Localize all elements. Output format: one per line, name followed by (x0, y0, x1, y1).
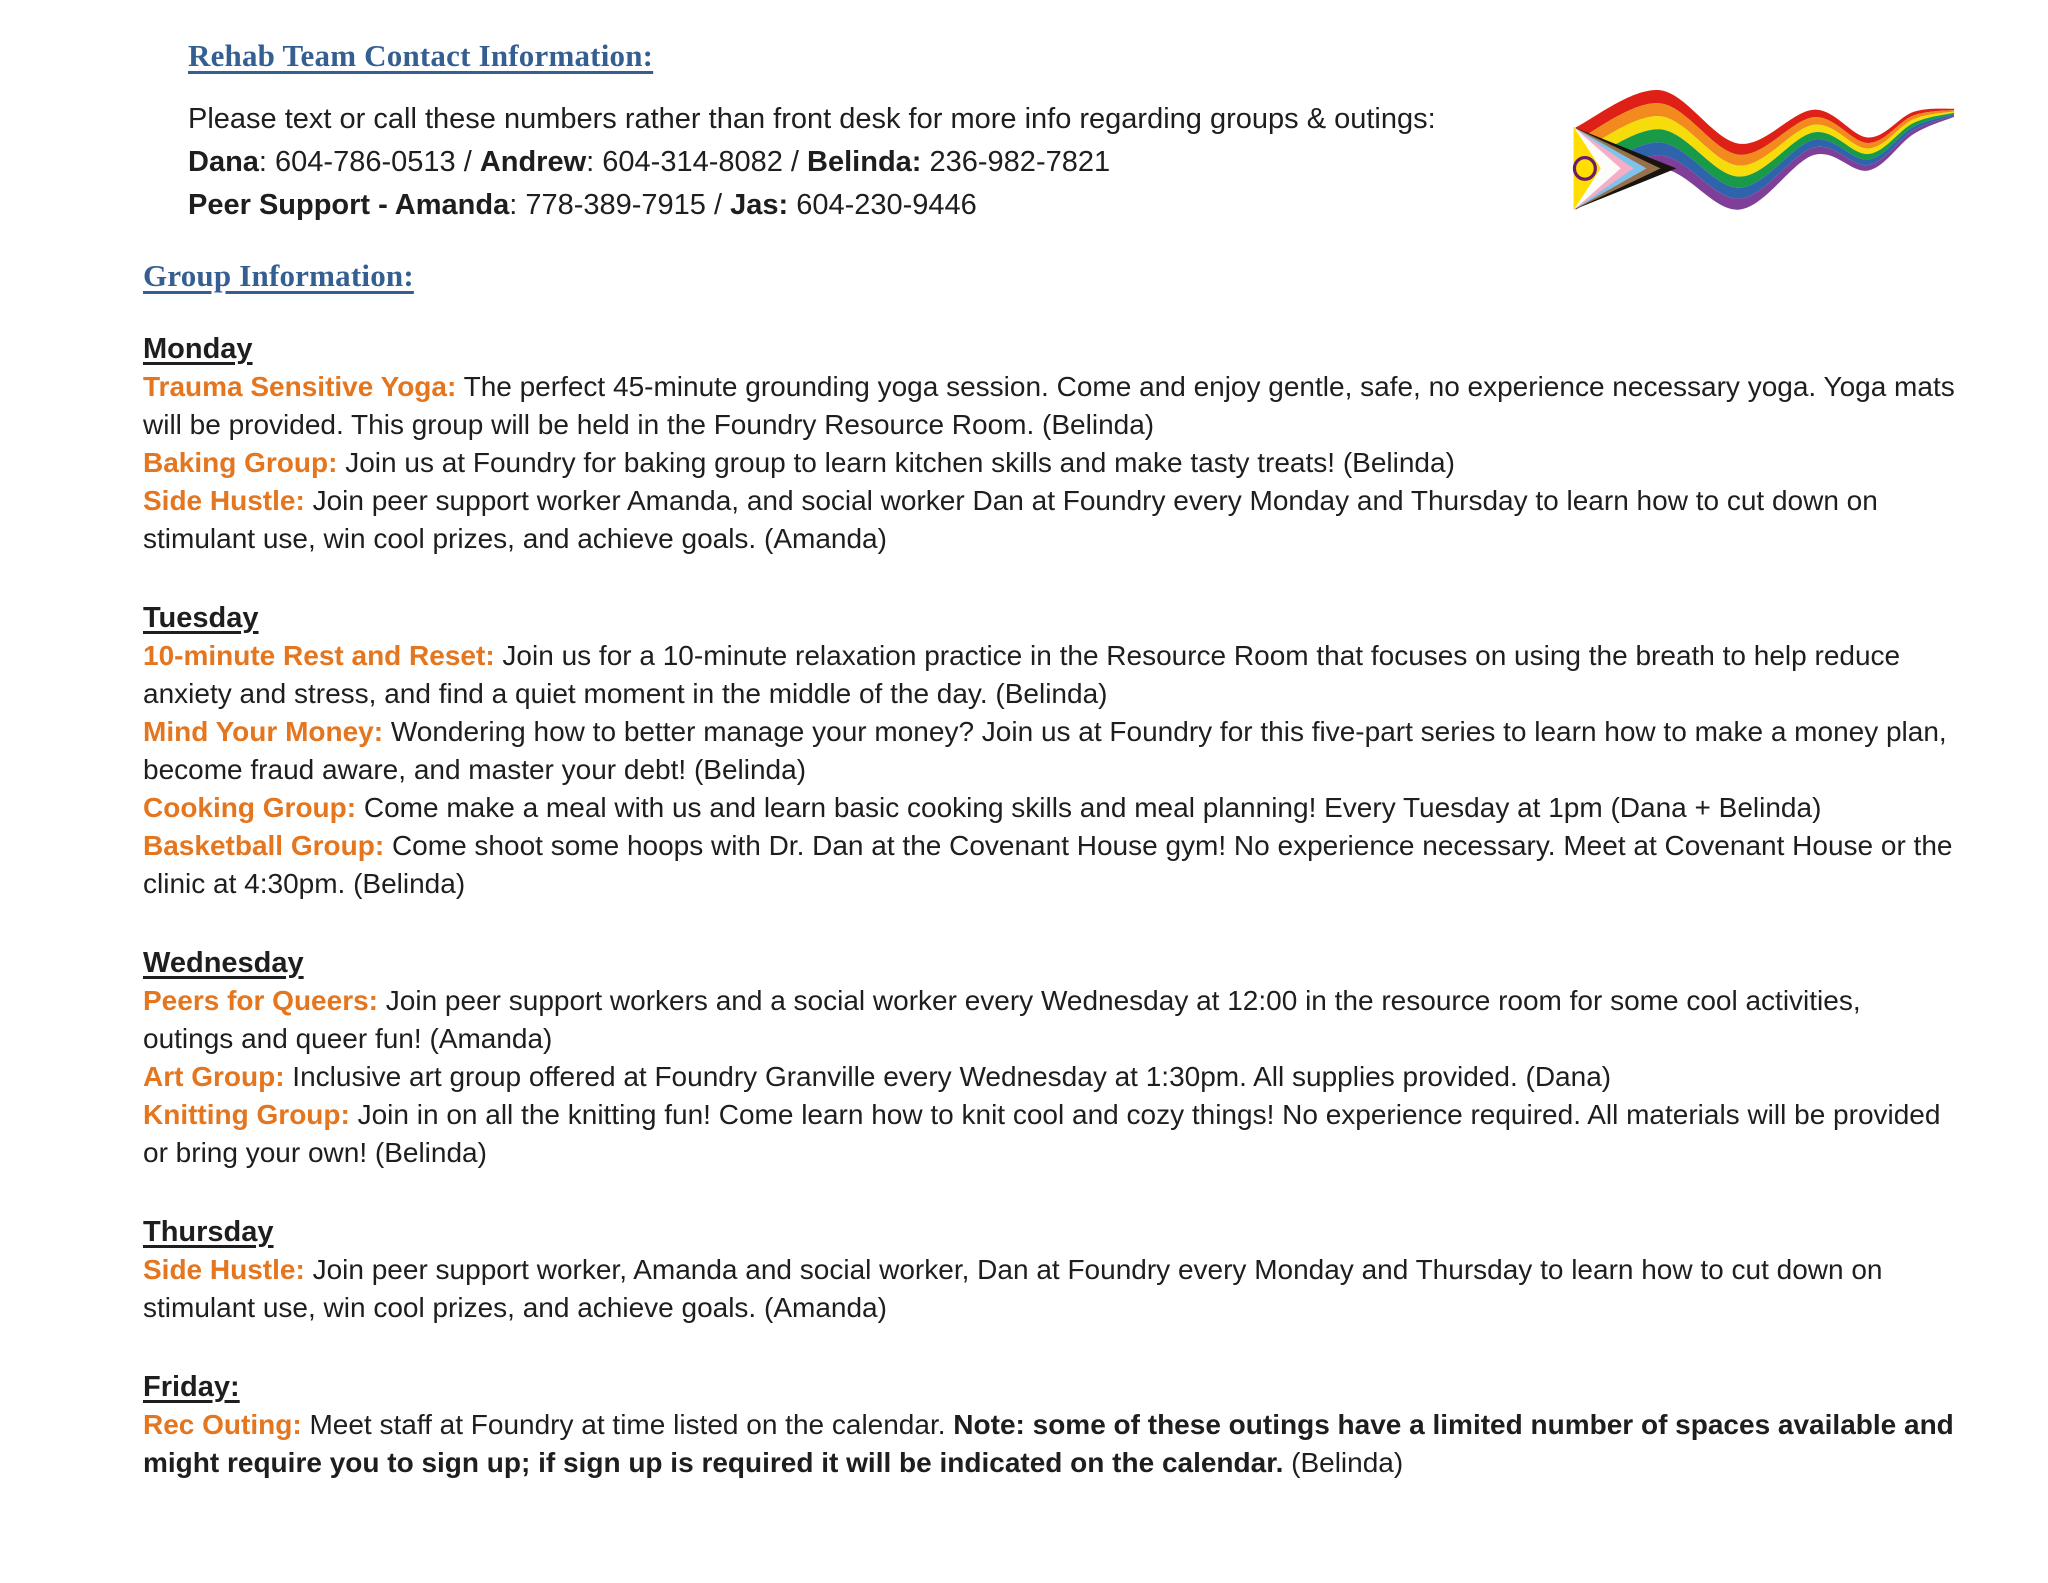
group-item-text: Come make a meal with us and learn basic cooking skills and meal planning! Every Tuesday at 1pm (Dana + Belinda) (356, 792, 1822, 823)
group-item-label: Rec Outing: (143, 1409, 302, 1440)
group-item (143, 1096, 1955, 1172)
group-item-label: Art Group: (143, 1061, 285, 1092)
group-item (143, 713, 1955, 789)
contact-name-belinda: Belinda: (807, 146, 922, 178)
group-item-text: Join peer support worker, Amanda and social worker, Dan at Foundry every Monday and Thursday to learn how to cut down on stimulant use, win cool prizes, and achieve goals. (Amanda) (143, 1254, 1883, 1323)
contact-section (188, 38, 1436, 227)
group-item-text: Join peer support workers and a social worker every Wednesday at 12:00 in the resource room for some cool activities, outings and queer fun! (Amanda) (143, 985, 1861, 1054)
group-item-label: Knitting Group: (143, 1099, 350, 1130)
group-item-label: Peers for Queers: (143, 985, 378, 1016)
day-heading-wednesday: Wednesday (143, 947, 304, 979)
contact-heading: Rehab Team Contact Information: (188, 38, 654, 73)
group-item-text: Inclusive art group offered at Foundry Granville every Wednesday at 1:30pm. All supplies provided. (Dana) (284, 1061, 1612, 1092)
group-item-text: Join peer support worker Amanda, and social worker Dan at Foundry every Monday and Thursday to learn how to cut down on stimulant use, win cool prizes, and achieve goals. (Amanda) (143, 485, 1878, 554)
group-item-note-bold: Note: some of these outings have a limited number of spaces available and might require you to sign up; if sign up is required it will be indicated on the calendar. (143, 1409, 1954, 1478)
group-item (143, 1251, 1955, 1327)
group-item-label: Baking Group: (143, 447, 338, 478)
group-item-text: Wondering how to better manage your money? Join us at Foundry for this five-part series to learn how to make a money plan, become fraud aware, and master your debt! (Belinda) (143, 716, 1947, 785)
day-section-wednesday (143, 944, 1955, 1172)
contact-phone-line-1 (188, 141, 1436, 184)
day-section-tuesday (143, 599, 1955, 903)
group-item-label: Trauma Sensitive Yoga: (143, 371, 457, 402)
group-item (143, 444, 1955, 482)
day-heading-thursday: Thursday (143, 1216, 274, 1248)
group-item (143, 1406, 1955, 1482)
contact-intro: Please text or call these numbers rather than front desk for more info regarding groups & outings: (188, 103, 1436, 135)
group-item-label: Cooking Group: (143, 792, 357, 823)
day-section-monday (143, 330, 1955, 558)
group-item-label: Side Hustle: (143, 485, 305, 516)
phone-number-andrew: : 604-314-8082 / (586, 146, 808, 178)
group-item (143, 482, 1955, 558)
phone-number-jas: 604-230-9446 (788, 189, 977, 221)
group-item-label: Mind Your Money: (143, 716, 384, 747)
contact-name-dana: Dana (188, 146, 259, 178)
group-item (143, 368, 1955, 444)
group-item-text: The perfect 45-minute grounding yoga session. Come and enjoy gentle, safe, no experience necessary yoga. Yoga mats will be provided. This group will be held in the Foundry Resource Room. (Belinda) (143, 371, 1955, 440)
group-item (143, 827, 1955, 903)
contact-phone-line-2 (188, 184, 1436, 227)
group-item-text: Come shoot some hoops with Dr. Dan at the Covenant House gym! No experience necessary. Meet at Covenant House or the clinic at 4:30pm. (Belinda) (143, 830, 1953, 899)
phone-number-amanda: : 778-389-7915 / (509, 189, 731, 221)
group-information-section (143, 256, 1955, 1482)
contact-name-andrew: Andrew (479, 146, 587, 178)
day-heading-friday: Friday: (143, 1371, 240, 1403)
day-section-friday (143, 1368, 1955, 1482)
day-heading-tuesday: Tuesday (143, 602, 259, 634)
day-section-thursday (143, 1213, 1955, 1327)
contact-name-jas: Jas: (730, 189, 789, 221)
group-item-tail: (Belinda) (1283, 1447, 1404, 1478)
group-item-label: Basketball Group: (143, 830, 385, 861)
phone-number-dana: : 604-786-0513 / (258, 146, 480, 178)
group-item-label: 10-minute Rest and Reset: (143, 640, 495, 671)
group-info-heading: Group Information: (143, 258, 414, 293)
progress-pride-flag-icon (1560, 86, 1958, 222)
group-item-text: Join in on all the knitting fun! Come learn how to knit cool and cozy things! No experience required. All materials will be provided or bring your own! (Belinda) (143, 1099, 1941, 1168)
group-item-label: Side Hustle: (143, 1254, 305, 1285)
contact-name-amanda: Peer Support - Amanda (188, 189, 510, 221)
progress-pride-flag-svg (1560, 86, 1958, 222)
group-item (143, 982, 1955, 1058)
group-item (143, 637, 1955, 713)
group-item (143, 789, 1955, 827)
group-item-text: Join us at Foundry for baking group to learn kitchen skills and make tasty treats! (Belinda) (337, 447, 1455, 478)
group-item-text: Join us for a 10-minute relaxation practice in the Resource Room that focuses on using the breath to help reduce anxiety and stress, and find a quiet moment in the middle of the day. (Belinda) (143, 640, 1901, 709)
day-heading-monday: Monday (143, 333, 253, 365)
group-item (143, 1058, 1955, 1096)
phone-number-belinda: 236-982-7821 (921, 146, 1111, 178)
group-item-text: Meet staff at Foundry at time listed on the calendar. (301, 1409, 954, 1440)
